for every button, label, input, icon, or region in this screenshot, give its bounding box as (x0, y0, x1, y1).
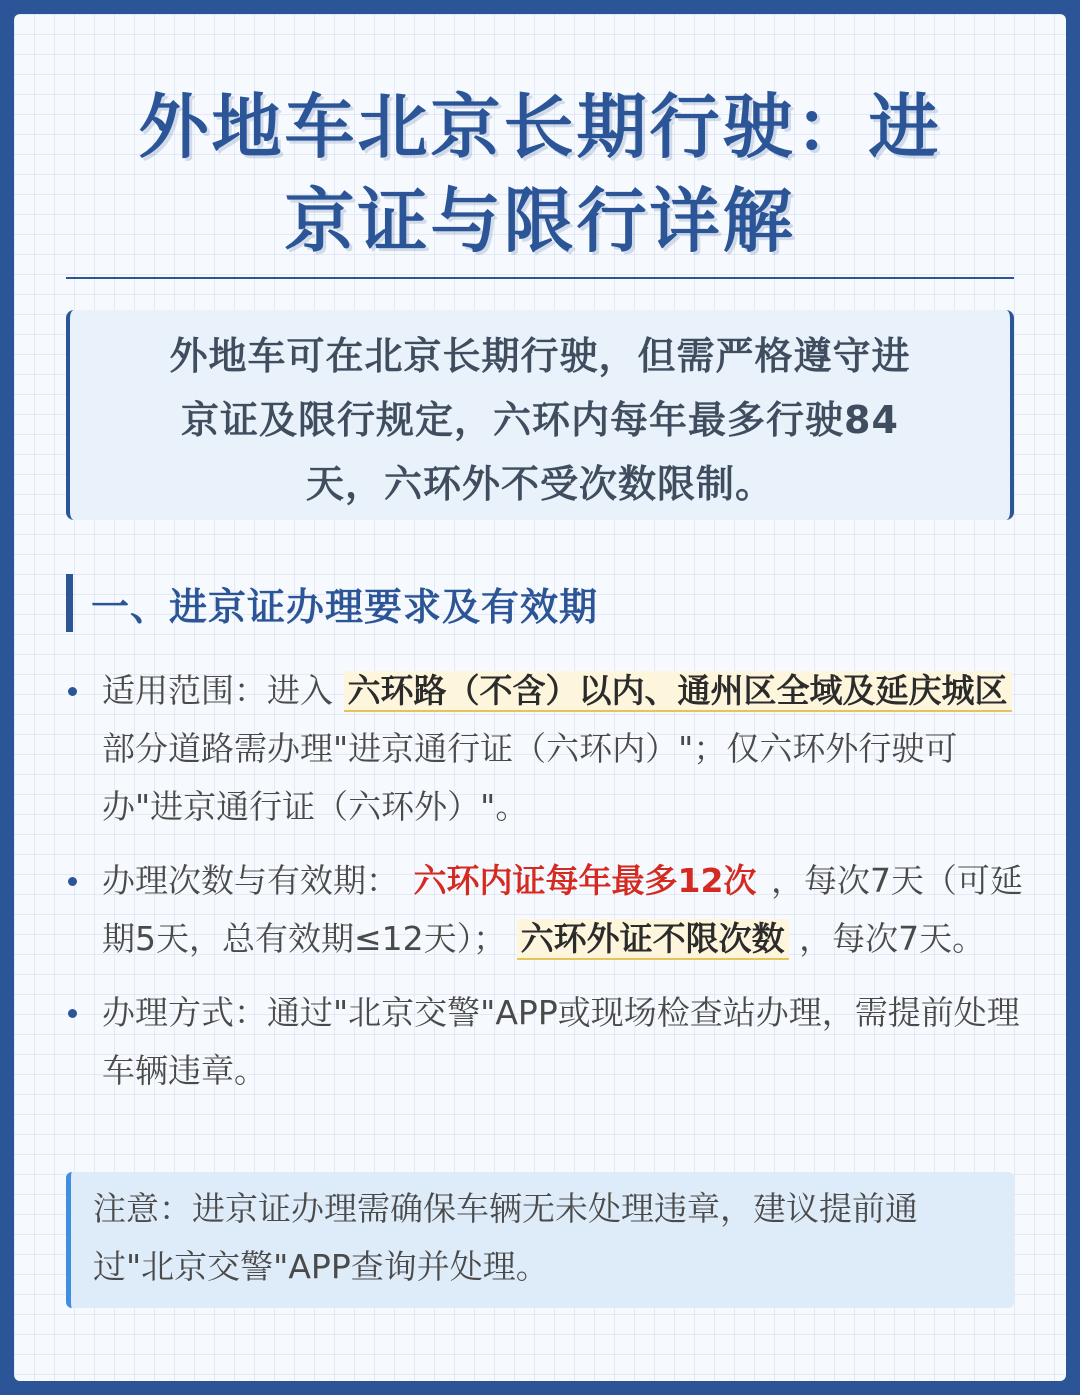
summary-line-2: 京证及限行规定，六环内每年最多行驶84 (181, 398, 899, 442)
highlight-text: 六环路（不含）以内、通州区全域及延庆城区 (344, 671, 1012, 712)
bullet-method (66, 984, 1028, 1100)
bullet-text: 办理方式：通过"北京交警"APP或现场检查站办理，需提前处理车辆违章。 (102, 993, 1020, 1090)
title-divider (66, 277, 1014, 279)
bullet-text: 适用范围：进入 (102, 671, 333, 710)
highlight-text: 六环外证不限次数 (517, 919, 789, 960)
bullet-dot-icon (68, 877, 77, 886)
title-line-1: 外地车北京长期行驶：进 (138, 86, 942, 168)
bullet-text: ，每次7天。 (799, 919, 986, 958)
bullet-dot-icon (68, 1009, 77, 1018)
page-title (54, 80, 1026, 268)
bullet-validity (66, 852, 1028, 968)
bullet-list (66, 662, 1028, 1116)
section-accent-bar (66, 574, 73, 632)
summary-box (66, 310, 1014, 520)
section-heading (66, 574, 598, 632)
title-line-2: 京证与限行详解 (284, 180, 796, 262)
bullet-text: 部分道路需办理"进京通行证（六环内）"；仅六环外行驶可办"进京通行证（六环外）"。 (102, 729, 958, 826)
bullet-text: ，每次7天（可延期5天，总有效期≤12天）； (102, 861, 1023, 958)
bullet-scope (66, 662, 1028, 836)
summary-line-3: 天，六环外不受次数限制。 (305, 462, 774, 506)
bullet-text: 办理次数与有效期： (102, 861, 399, 900)
note-box (66, 1172, 1014, 1308)
bullet-dot-icon (68, 687, 77, 696)
page-card (14, 14, 1066, 1381)
note-text: 注意：进京证办理需确保车辆无未处理违章，建议提前通过"北京交警"APP查询并处理。 (93, 1189, 918, 1286)
section-title: 一、进京证办理要求及有效期 (91, 584, 599, 629)
summary-line-1: 外地车可在北京长期行驶，但需严格遵守进 (169, 334, 911, 378)
red-highlight-text: 六环内证每年最多12次 (413, 861, 757, 900)
